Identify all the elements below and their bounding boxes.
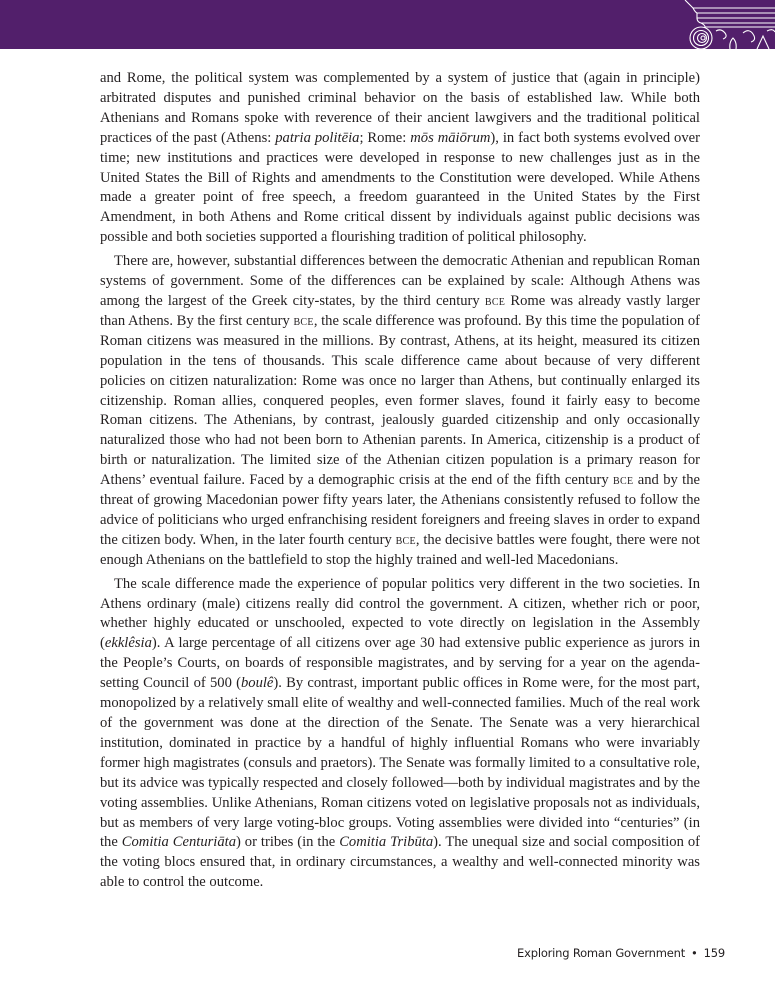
era-abbreviation: bce xyxy=(293,312,314,329)
text-run: ), in fact both systems evolved over time; new institutions and practices were developed in response to new challenges just as in the United States the Bill of Rights and amendments to the Constitution were developed. While Athens made a greater point of free speech, a freedom guaranteed in the United States by the First Amendment, in both Athens and Rome critical dissent by individuals against public decisions was possible and both societies supported a flourishing tradition of political philosophy. xyxy=(100,129,700,246)
text-run: , the scale difference was profound. By this time the population of Roman citizens was measured in the millions. By contrast, Athens, at its height, measured its citizen population in the tens of thousands. This scale difference came about because of very different policies on citizen naturalization: Rome was once no larger than Athens, but continually enlarged its citizenship. Roman allies, conquered peoples, even former slaves, found it fairly easy to become Roman citizens. The Athenians, by contrast, jealously guarded citizenship and only occasionally naturalized those who had not been born to Athenian parents. In America, citizenship is a product of birth or naturalization. The limited size of the Athenian citizen population is a primary reason for Athens’ eventual failure. Faced by a demographic crisis at the end of the fifth century xyxy=(100,312,700,489)
italic-term: boulê xyxy=(240,675,274,692)
text-run: and Rome, the political system was complemented by a system of justice that (again in principle) arbitrated disputes and punished criminal behavior on the basis of established law. While both Athenians and Romans spoke with reverence of their ancient lawgivers and the traditional political practices of the past (Athens: xyxy=(100,70,700,146)
running-footer xyxy=(517,946,725,960)
era-abbreviation: bce xyxy=(613,472,634,489)
text-run: The scale difference made the experience of popular politics very different in the two societies. In Athens ordinary (male) citizens really did control the government. A citizen, whether rich or poor, whether highly educated or unschooled, expected to vote directly on legislation in the Assembly ( xyxy=(100,575,700,652)
text-run: ; Rome: xyxy=(359,129,411,146)
footer-separator: • xyxy=(691,946,698,960)
era-abbreviation: bce xyxy=(395,531,416,548)
text-run: There are, however, substantial differences between the democratic Athenian and republican Roman systems of government. Some of the differences can be explained by scale: Although Athens was among the largest of the Greek city-states, by the third century xyxy=(100,253,700,309)
text-run: , the decisive battles were fought, there were not enough Athenians on the battlefield to stop the highly trained and well-led Macedonians. xyxy=(100,531,700,568)
italic-term: Comitia Centuriāta xyxy=(121,834,236,851)
body-text xyxy=(100,69,700,893)
running-title: Exploring Roman Government xyxy=(517,946,686,960)
text-run: ). A large percentage of all citizens over age 30 had extensive public experience as jurors in the People’s Courts, on boards of responsible magistrates, and by serving for a year on the agenda-setting Council of 500 ( xyxy=(100,635,700,692)
italic-term: patria politēia xyxy=(275,129,360,146)
header-band xyxy=(0,0,775,49)
text-run: ). The unequal size and social composition of the voting blocs ensured that, in ordinary circumstances, a wealthy and well-connected minority was able to control the outcome. xyxy=(100,834,700,891)
paragraph xyxy=(100,69,700,248)
era-abbreviation: bce xyxy=(484,292,506,309)
text-run: ) or tribes (in the xyxy=(236,834,340,851)
italic-term: mōs māiōrum xyxy=(410,129,491,146)
text-run: Rome was already vastly larger than Athens. By the first century xyxy=(100,292,700,329)
text-run: and by the threat of growing Macedonian power fifty years later, the Athenians consistently refused to follow the advice of politicians who urged enfranchising resident foreigners and freeing slaves in order to expand the citizen body. When, in the later fourth century xyxy=(100,472,700,548)
ionic-column-capital-icon xyxy=(683,0,775,49)
italic-term: ekklêsia xyxy=(104,635,152,652)
paragraph xyxy=(100,575,700,894)
paragraph xyxy=(100,252,700,571)
page-number: 159 xyxy=(703,946,725,960)
italic-term: Comitia Tribūta xyxy=(339,834,434,851)
text-run: ). By contrast, important public offices in Rome were, for the most part, monopolized by a relatively small elite of wealthy and well-connected families. Much of the real work of the government was done at the direction of the Senate. The Senate was a very hierarchical institution, dominated in practice by a handful of highly influential Romans who were invariably former high magistrates (consuls and praetors). The Senate was formally limited to a consultative role, but its advice was typically respected and closely followed—both by individual magistrates and by the voting assemblies. Unlike Athenians, Roman citizens voted on legislative proposals not as individuals, but as members of very large voting-bloc groups. Voting assemblies were divided into “centuries” (in the xyxy=(100,675,700,851)
